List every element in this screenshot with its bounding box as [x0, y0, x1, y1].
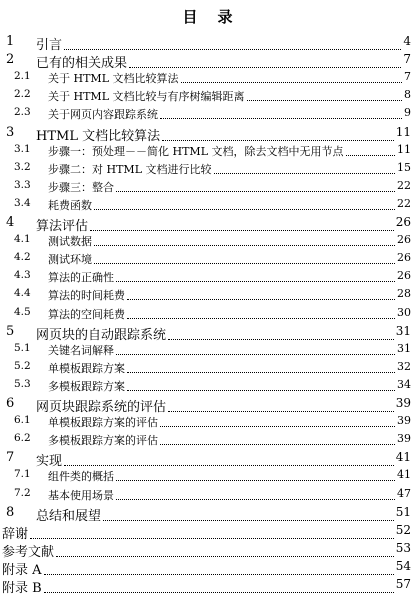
toc-entry-page: 7 — [404, 70, 411, 84]
toc-entry[interactable] — [0, 125, 417, 143]
toc-entry[interactable] — [0, 215, 417, 233]
toc-entry-label: 步骤二：对 HTML 文档进行比较 — [48, 162, 212, 176]
toc-leader-dots — [127, 390, 395, 391]
toc-leader-dots — [116, 480, 395, 481]
toc-entry-page: 54 — [395, 558, 411, 573]
toc-entry[interactable] — [0, 468, 417, 486]
toc-leader-dots — [56, 556, 394, 557]
toc-entry[interactable] — [0, 306, 417, 324]
toc-leader-dots — [64, 49, 401, 50]
toc-entry-page: 39 — [397, 432, 411, 446]
toc-entry[interactable] — [0, 161, 417, 179]
toc-entry-number: 3.4 — [14, 196, 31, 209]
toc-entry-page: 11 — [395, 124, 411, 139]
toc-entry[interactable] — [0, 414, 417, 432]
toc-leader-dots — [103, 520, 394, 521]
toc-entry[interactable] — [0, 143, 417, 161]
toc-entry[interactable] — [0, 197, 417, 215]
toc-leader-dots — [116, 354, 395, 355]
toc-entry[interactable] — [0, 52, 417, 70]
toc-entry[interactable] — [0, 70, 417, 88]
toc-leader-dots — [247, 100, 402, 101]
toc-entry-label: 网页块的自动跟踪系统 — [36, 327, 167, 343]
toc-leader-dots — [90, 230, 394, 231]
toc-entry-number: 7 — [6, 450, 15, 466]
toc-entry-page: 32 — [397, 359, 411, 373]
toc-entry[interactable] — [0, 523, 417, 541]
toc-entry-page: 8 — [404, 88, 411, 102]
toc-entry[interactable] — [0, 505, 417, 523]
toc-entry-label: 算法的时间耗费 — [48, 289, 125, 303]
toc-entry[interactable] — [0, 106, 417, 124]
toc-leader-dots — [44, 574, 394, 575]
toc-entry-label: 基本使用场景 — [48, 488, 114, 502]
toc-entry-number: 7.1 — [14, 468, 31, 481]
toc-entry-label: 总结和展望 — [36, 508, 102, 524]
title-char-1: 目 — [182, 8, 200, 26]
toc-entry-number: 5 — [6, 323, 15, 339]
toc-entry[interactable] — [0, 233, 417, 251]
toc-entry-number: 5.3 — [14, 377, 31, 390]
toc-leader-dots — [162, 140, 394, 141]
toc-entry-page: 31 — [397, 341, 411, 355]
toc-leader-dots — [44, 592, 394, 593]
toc-entry-label: 步骤一：预处理－－简化 HTML 文档，除去文档中无用节点 — [48, 144, 344, 158]
toc-entry-page: 30 — [397, 305, 411, 319]
toc-entry-label: 算法的正确性 — [48, 271, 114, 285]
toc-leader-dots — [168, 339, 394, 340]
toc-entry-number: 6.1 — [14, 414, 31, 427]
toc-leader-dots — [30, 538, 394, 539]
toc-entry-label: 关于 HTML 文档比较与有序树编辑距离 — [48, 90, 245, 104]
toc-entry-label: 关键名词解释 — [48, 343, 114, 357]
toc-entry-number: 2.3 — [14, 106, 31, 119]
toc-entry-label: 多模板跟踪方案的评估 — [48, 434, 158, 448]
toc-leader-dots — [168, 411, 394, 412]
toc-entry-number: 6 — [6, 396, 15, 411]
toc-leader-dots — [129, 67, 401, 68]
toc-entry-page: 9 — [404, 106, 411, 120]
toc-entry[interactable] — [0, 360, 417, 378]
toc-entry[interactable] — [0, 287, 417, 305]
toc-entry[interactable] — [0, 324, 417, 342]
toc-entry-page: 47 — [397, 486, 411, 500]
toc-leader-dots — [94, 245, 395, 246]
toc-entry[interactable] — [0, 577, 417, 595]
toc-entry-number: 3.2 — [14, 160, 31, 173]
toc-leader-dots — [64, 465, 394, 466]
toc-entry-label: 算法评估 — [36, 219, 89, 234]
toc-entry-page: 39 — [395, 396, 411, 410]
toc-entry-number: 2 — [6, 52, 15, 68]
toc-entry-page: 41 — [397, 468, 411, 482]
toc-entry-page: 22 — [397, 178, 411, 192]
toc-entry-number: 3 — [6, 124, 15, 140]
toc-entry-label: 测试环境 — [48, 253, 92, 267]
toc-leader-dots — [116, 499, 395, 500]
toc-entry-page: 4 — [403, 34, 411, 48]
toc-entry-label: 多模板跟踪方案 — [48, 379, 125, 393]
toc-entry-number: 6.2 — [14, 432, 31, 445]
toc-entry-label: 参考文献 — [2, 544, 55, 560]
toc-entry-label: 引言 — [36, 38, 63, 53]
toc-entry[interactable] — [0, 450, 417, 468]
toc-entry-page: 57 — [395, 577, 411, 591]
toc-entry-page: 31 — [395, 323, 411, 338]
toc-entry-label: 耗费函数 — [48, 198, 92, 212]
toc-entry-page: 26 — [397, 233, 411, 247]
toc-entry[interactable] — [0, 269, 417, 287]
toc-entry-page: 7 — [403, 52, 411, 67]
toc-entry-page: 51 — [395, 504, 411, 519]
toc-entry-label: 单模板跟踪方案的评估 — [48, 416, 158, 430]
toc-entry-number: 2.1 — [14, 70, 31, 83]
toc-entry[interactable] — [0, 342, 417, 360]
toc-leader-dots — [116, 281, 395, 282]
toc-entry[interactable] — [0, 559, 417, 577]
toc-entry-page: 28 — [397, 287, 411, 301]
toc-leader-dots — [346, 155, 395, 156]
toc-entry-number: 4.2 — [14, 251, 31, 264]
toc-leader-dots — [127, 318, 395, 319]
toc-entry-number: 4.3 — [14, 269, 31, 282]
toc-leader-dots — [116, 191, 395, 192]
toc-entry-label: 关于 HTML 文档比较算法 — [48, 72, 179, 86]
toc-entry[interactable] — [0, 396, 417, 414]
toc-leader-dots — [181, 82, 402, 83]
toc-leader-dots — [160, 444, 395, 445]
toc-entry-label: 步骤三：整合 — [48, 180, 114, 194]
toc-entry-number: 7.2 — [14, 486, 31, 499]
toc-entry-label: 组件类的概括 — [48, 470, 114, 484]
toc-entry-label: 附录 B — [2, 581, 42, 596]
toc-leader-dots — [127, 299, 395, 300]
toc-entry[interactable] — [0, 541, 417, 559]
toc-leader-dots — [160, 118, 402, 119]
toc-leader-dots — [160, 426, 395, 427]
toc-entry-page: 34 — [397, 377, 411, 391]
toc-entry[interactable] — [0, 179, 417, 197]
toc-entry-label: 实现 — [36, 454, 63, 470]
page-title — [0, 6, 417, 27]
toc-entry-label: 单模板跟踪方案 — [48, 361, 125, 375]
toc-entry-label: 测试数据 — [48, 235, 92, 249]
toc-entry-label: 关于网页内容跟踪系统 — [48, 108, 158, 122]
toc-entry[interactable] — [0, 88, 417, 106]
toc-entry-page: 39 — [397, 414, 411, 428]
toc-entry[interactable] — [0, 378, 417, 396]
toc-entry-number: 1 — [6, 34, 15, 49]
toc-entry[interactable] — [0, 34, 417, 52]
toc-entry-number: 3.1 — [14, 142, 31, 155]
toc-entry-label: 附录 A — [2, 562, 42, 578]
toc-entry-number: 4.4 — [14, 287, 31, 300]
toc-entry-page: 15 — [397, 160, 411, 174]
toc-entry[interactable] — [0, 432, 417, 450]
toc-entry-page: 22 — [397, 196, 411, 210]
toc-entry[interactable] — [0, 251, 417, 269]
toc-leader-dots — [214, 173, 395, 174]
toc-entry-page: 52 — [395, 522, 411, 537]
toc-entry-number: 8 — [6, 504, 15, 520]
toc-entry-number: 2.2 — [14, 88, 31, 101]
toc-entry-number: 4 — [6, 215, 15, 230]
toc-entry-label: 网页块跟踪系统的评估 — [36, 400, 167, 415]
toc-entry-number: 5.1 — [14, 341, 31, 354]
toc-leader-dots — [127, 372, 395, 373]
toc-entry-label: 算法的空间耗费 — [48, 307, 125, 321]
toc-leader-dots — [94, 263, 395, 264]
toc-entry-number: 5.2 — [14, 359, 31, 372]
title-char-2: 录 — [217, 8, 235, 26]
toc-entry-label: 已有的相关成果 — [36, 56, 128, 72]
toc-entry-number: 3.3 — [14, 178, 31, 191]
toc-entry-page: 26 — [397, 251, 411, 265]
toc-entry-number: 4.1 — [14, 233, 31, 246]
toc-entry-page: 26 — [397, 269, 411, 283]
toc-entry-number: 4.5 — [14, 305, 31, 318]
toc-entry-label: HTML 文档比较算法 — [36, 128, 161, 144]
toc-entry[interactable] — [0, 487, 417, 505]
toc-entry-page: 11 — [397, 142, 411, 156]
toc-leader-dots — [94, 209, 395, 210]
toc-entry-page: 41 — [395, 450, 411, 465]
toc-entry-page: 26 — [395, 215, 411, 229]
toc-entry-label: 辞谢 — [2, 526, 29, 542]
toc-entry-page: 53 — [395, 540, 411, 555]
